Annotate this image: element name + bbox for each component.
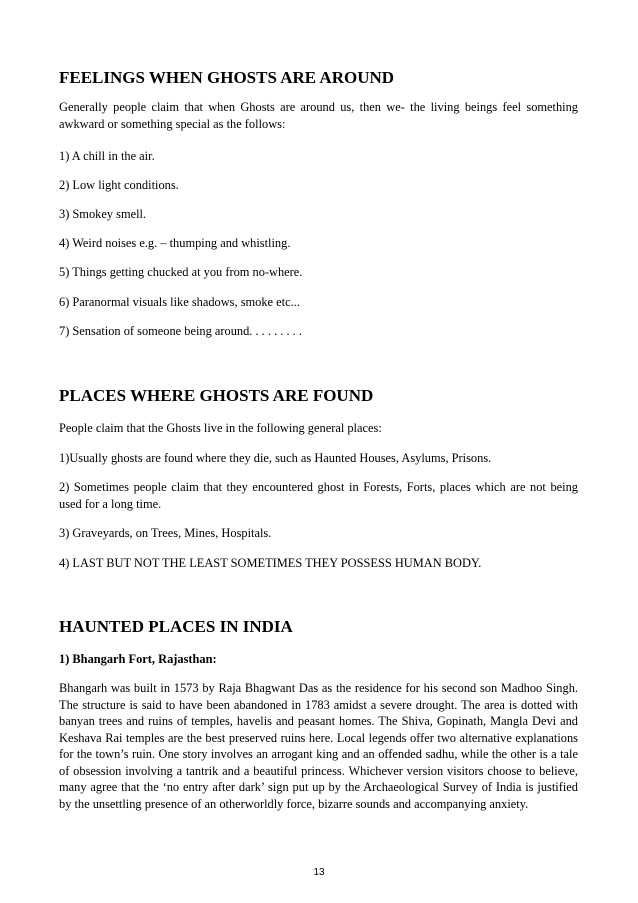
list-item: 1)Usually ghosts are found where they die, such as Haunted Houses, Asylums, Prisons. [59,451,492,465]
list-item: 2) Low light conditions. [59,178,179,192]
paragraph-bhangarh: Bhangarh was built in 1573 by Raja Bhagwant Das as the residence for his second son Madhoo Singh. The structure is said to have been abandoned in 1783 amidst a severe drought. The area is dotted with banyan trees and ruins of temples, havelis and peasant homes. The Shiva, Gopinath, Mangla Devi and Keshava Rai temples are the best preserved ruins here. Local legends offer two alternative explanations for the town’s ruin. One story involves an arrogant king and an offended sadhu, while the other is a tale of obsession involving a tantrik and a beautiful princess. Whichever version visitors choose to believe, many agree that the ‘no entry after dark’ sign put up by the Archaeological Survey of India is justified by the unsettling presence of an otherworldly force, bizarre sounds and accompanying anxiety. [59,681,578,811]
list-item: 3) Smokey smell. [59,207,147,221]
list-item: 2) Sometimes people claim that they encountered ghost in Forests, Forts, places which are not being used for a long time. [59,480,578,511]
section-intro-feelings: Generally people claim that when Ghosts are around us, then we- the living beings feel something awkward or something special as the follows: [59,100,578,131]
list-item: 4) LAST BUT NOT THE LEAST SOMETIMES THEY POSSESS HUMAN BODY. [59,556,482,570]
section-heading-haunted-places: HAUNTED PLACES IN INDIA [59,617,293,636]
list-item: 1) A chill in the air. [59,149,155,163]
list-item: 3) Graveyards, on Trees, Mines, Hospitals. [59,526,272,540]
section-heading-places: PLACES WHERE GHOSTS ARE FOUND [59,386,374,405]
list-item: 4) Weird noises e.g. – thumping and whistling. [59,236,291,250]
section-heading-feelings: FEELINGS WHEN GHOSTS ARE AROUND [59,68,395,87]
section-intro-places: People claim that the Ghosts live in the following general places: [59,421,382,435]
subheading-bhangarh: 1) Bhangarh Fort, Rajasthan: [59,652,217,666]
page-number: 13 [313,867,325,878]
list-item: 5) Things getting chucked at you from no-where. [59,265,303,279]
list-item: 7) Sensation of someone being around. . . . . . . . . [59,324,302,338]
list-item: 6) Paranormal visuals like shadows, smoke etc... [59,295,300,309]
